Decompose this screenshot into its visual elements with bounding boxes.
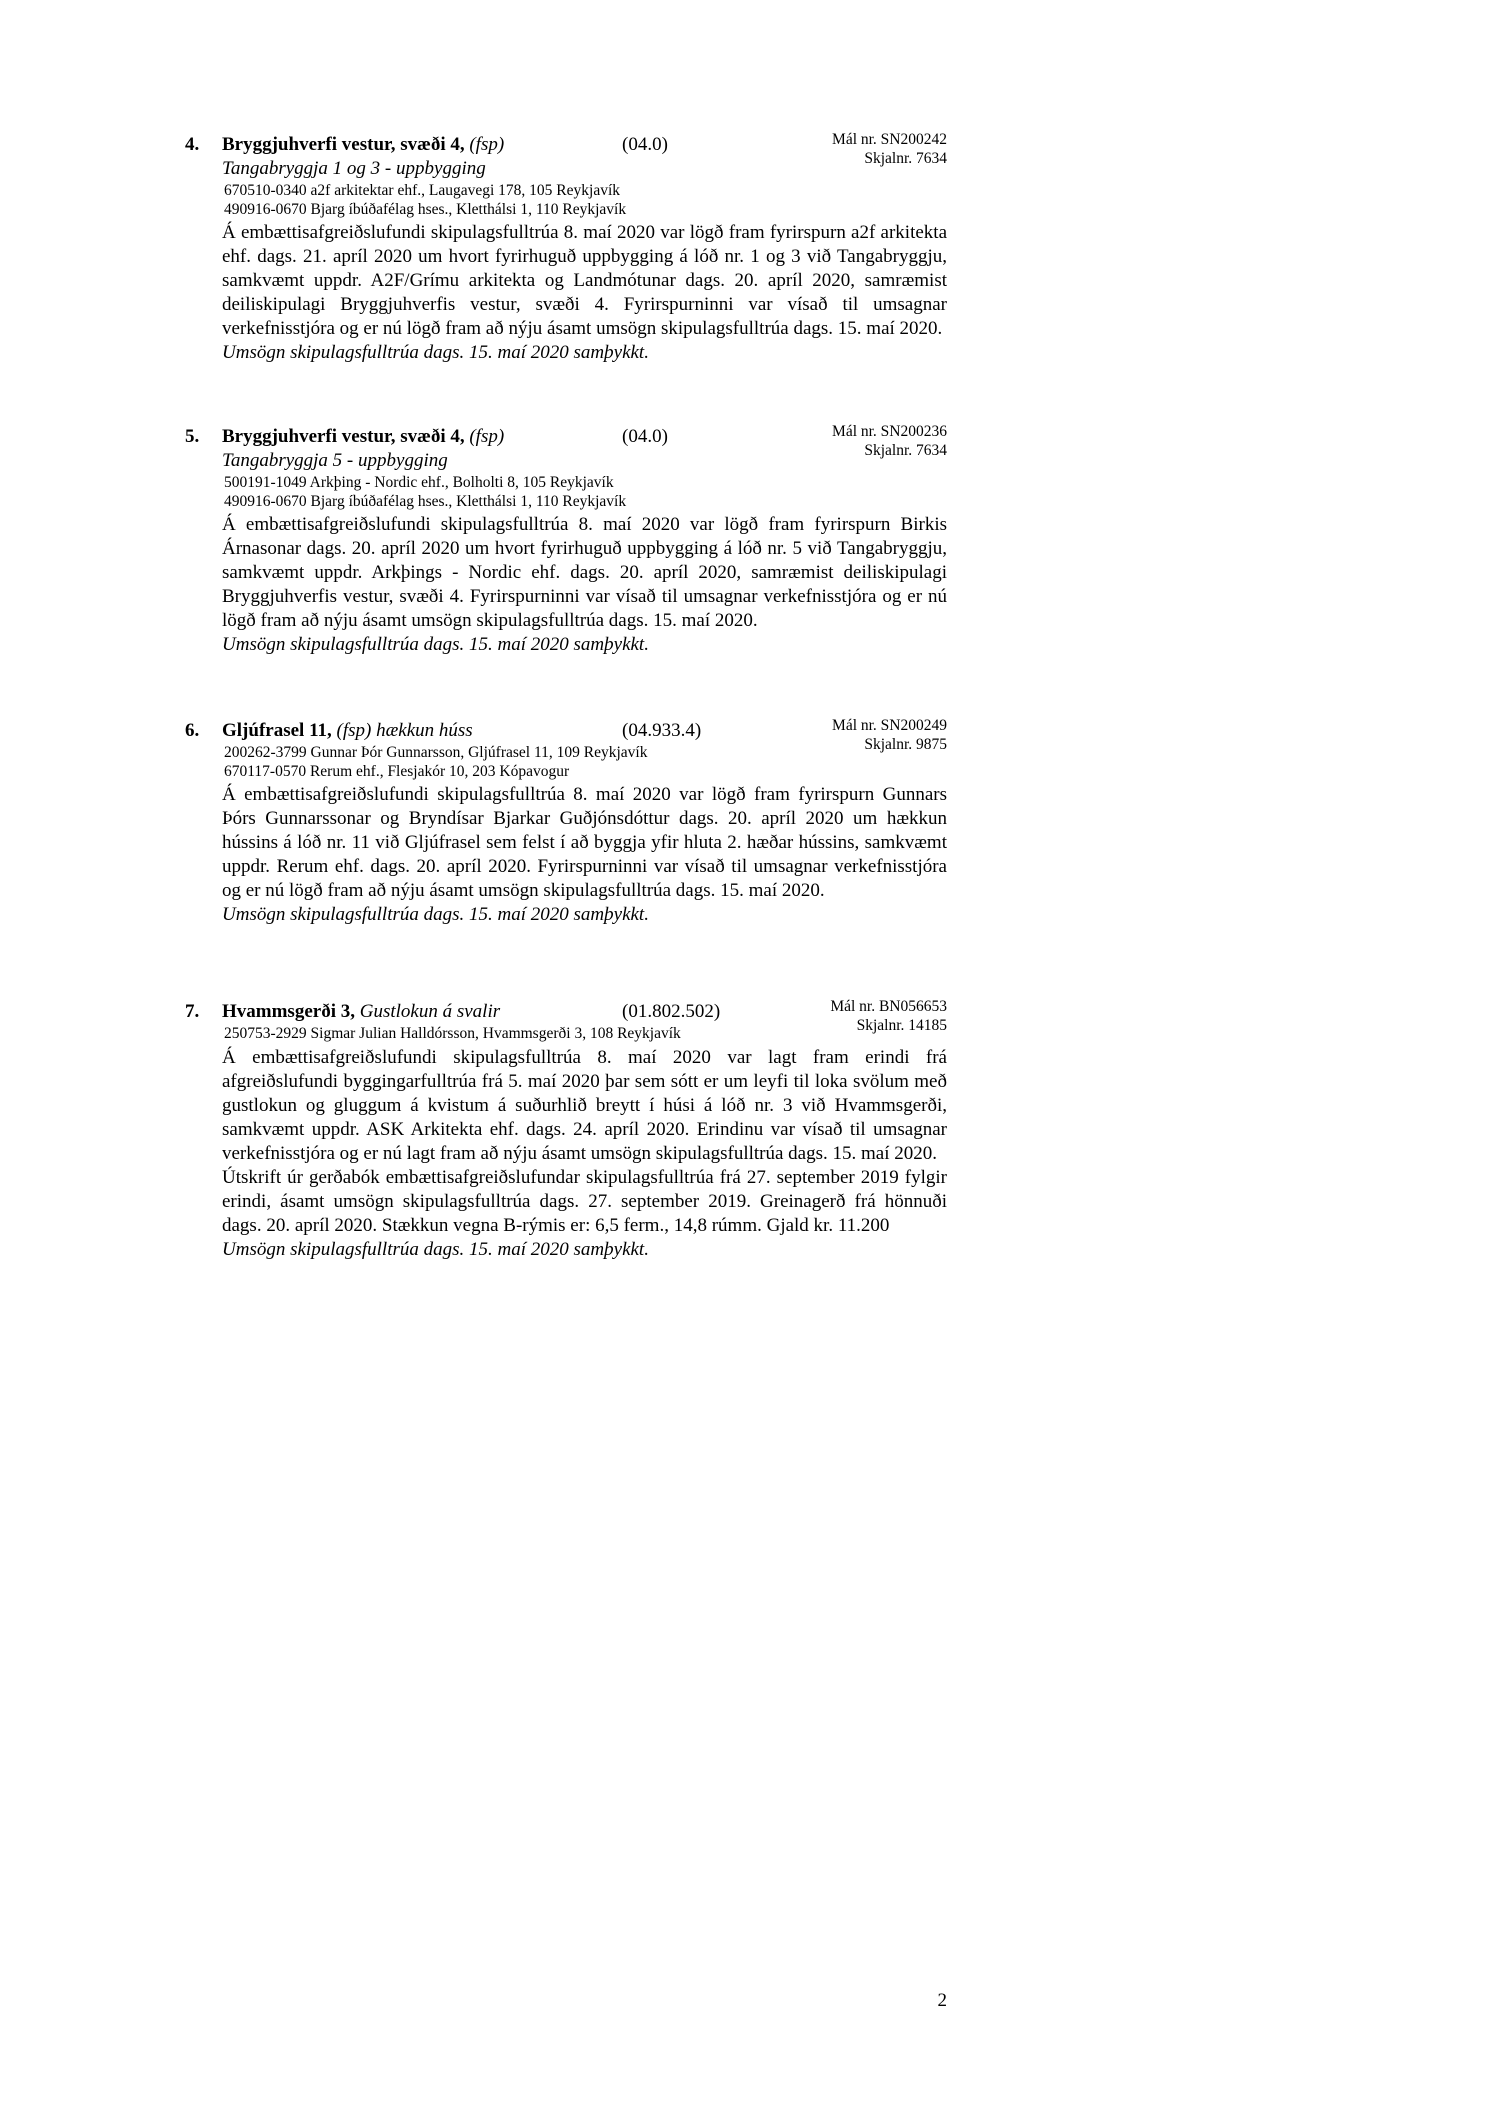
item-paragraph: Útskrift úr gerðabók embættisafgreiðslufundar skipulagsfulltrúa frá 27. september 2019 fylgir erindi, ásamt umsögn skipulagsfulltrúa dags. 27. september 2019. Greinagerð frá hönnuði dags. 20. apríl 2020. Stækkun vegna B-rýmis er: 6,5 ferm., 14,8 rúmm. Gjald kr. 11.200 bbox=[222, 1166, 947, 1236]
item-resolution: Umsögn skipulagsfulltrúa dags. 15. maí 2020 samþykkt. bbox=[222, 634, 649, 655]
item-paragraph: Á embættisafgreiðslufundi skipulagsfulltrúa 8. maí 2020 var lögð fram fyrirspurn Gunnars Þórs Gunnarssonar og Bryndísar Bjarkar Guðjónsdóttur dags. 20. apríl 2020 um hækkun hússins á lóð nr. 11 við Gljúfrasel sem felst í að byggja yfir hluta 2. hæðar hússins, samkvæmt uppdr. Rerum ehf. dags. 20. apríl 2020. Fyrirspurninni var vísað til umsagnar verkefnisstjóra og er nú lögð fram að nýju ásamt umsögn skipulagsfulltrúa dags. 15. maí 2020. bbox=[222, 784, 947, 901]
item-paragraph: Á embættisafgreiðslufundi skipulagsfulltrúa 8. maí 2020 var lagt fram erindi frá afgreiðslufundi byggingarfulltrúa frá 5. maí 2020 þar sem sótt er um leyfi til loka svölum með gustlokun og gluggum á kvistum á suðurhlið breytt í húsi á lóð nr. 3 við Hvammsgerði, samkvæmt uppdr. ASK Arkitekta ehf. dags. 24. apríl 2020. Erindinu var vísað til umsagnar verkefnisstjóra og er nú lagt fram að nýju ásamt umsögn skipulagsfulltrúa dags. 15. maí 2020. bbox=[222, 1046, 947, 1164]
parties-list bbox=[224, 474, 947, 511]
item-title: Hvammsgerði 3, bbox=[222, 1001, 355, 1022]
agenda-item-6 bbox=[185, 719, 947, 927]
case-number: Mál nr. SN200236 bbox=[832, 423, 947, 440]
party-line: 490916-0670 Bjarg íbúðafélag hses., Kletthálsi 1, 110 Reykjavík bbox=[224, 492, 627, 510]
item-resolution: Umsögn skipulagsfulltrúa dags. 15. maí 2020 samþykkt. bbox=[222, 1238, 649, 1260]
parties-list bbox=[224, 182, 947, 219]
party-line: 490916-0670 Bjarg íbúðafélag hses., Kletthálsi 1, 110 Reykjavík bbox=[224, 200, 627, 218]
item-title-suffix: (fsp) bbox=[469, 134, 505, 155]
item-code: (04.933.4) bbox=[622, 720, 702, 741]
party-line: 670117-0570 Rerum ehf., Flesjakór 10, 203 Kópavogur bbox=[224, 762, 570, 780]
item-title-suffix: (fsp) bbox=[469, 426, 505, 447]
item-paragraph: Á embættisafgreiðslufundi skipulagsfulltrúa 8. maí 2020 var lögð fram fyrirspurn a2f arkitekta ehf. dags. 21. apríl 2020 um hvort fyrirhuguð uppbygging á lóð nr. 1 og 3 við Tangabryggju, samkvæmt uppdr. A2F/Grímu arkitekta og Landmótunar dags. 20. apríl 2020, samræmist deiliskipulagi Bryggjuhverfis vestur, svæði 4. Fyrirspurninni var vísað til umsagnar verkefnisstjóra og er nú lögð fram að nýju ásamt umsögn skipulagsfulltrúa dags. 15. maí 2020. bbox=[222, 222, 947, 339]
item-resolution: Umsögn skipulagsfulltrúa dags. 15. maí 2020 samþykkt. bbox=[222, 342, 649, 363]
item-resolution: Umsögn skipulagsfulltrúa dags. 15. maí 2020 samþykkt. bbox=[222, 904, 649, 925]
document-number: Skjalnr. 14185 bbox=[856, 1017, 947, 1034]
page-number: 2 bbox=[937, 1990, 947, 2011]
party-line: 670510-0340 a2f arkitektar ehf., Laugavegi 178, 105 Reykjavík bbox=[224, 182, 620, 199]
item-subtitle: Tangabryggja 5 - uppbygging bbox=[222, 450, 448, 471]
agenda-item-4 bbox=[185, 133, 947, 365]
item-paragraph: Á embættisafgreiðslufundi skipulagsfulltrúa 8. maí 2020 var lögð fram fyrirspurn Birkis Árnasonar dags. 20. apríl 2020 um hvort fyrirhuguð uppbygging á lóð nr. 5 við Tangabryggju, samkvæmt uppdr. Arkþings - Nordic ehf. dags. 20. apríl 2020, samræmist deiliskipulagi Bryggjuhverfis vestur, svæði 4. Fyrirspurninni var vísað til umsagnar verkefnisstjóra og er nú lögð fram að nýju ásamt umsögn skipulagsfulltrúa dags. 15. maí 2020. bbox=[222, 514, 947, 631]
document-number: Skjalnr. 7634 bbox=[864, 442, 947, 459]
item-title: Gljúfrasel 11, bbox=[222, 720, 332, 741]
item-header bbox=[185, 423, 947, 459]
document-number: Skjalnr. 9875 bbox=[864, 736, 947, 753]
case-number: Mál nr. BN056653 bbox=[830, 998, 947, 1015]
agenda-item-5 bbox=[185, 425, 947, 657]
party-line: 250753-2929 Sigmar Julian Halldórsson, Hvammsgerði 3, 108 Reykjavík bbox=[224, 1025, 681, 1042]
item-number: 5. bbox=[185, 426, 200, 447]
item-number: 6. bbox=[185, 720, 200, 741]
item-number: 4. bbox=[185, 134, 200, 155]
item-title: Bryggjuhverfi vestur, svæði 4, bbox=[222, 134, 465, 155]
party-line: 200262-3799 Gunnar Þór Gunnarsson, Gljúfrasel 11, 109 Reykjavík bbox=[224, 744, 648, 761]
item-header bbox=[185, 131, 947, 167]
item-number: 7. bbox=[185, 1001, 200, 1022]
agenda-item-7 bbox=[185, 1000, 947, 1262]
case-info bbox=[832, 130, 947, 168]
document-number: Skjalnr. 7634 bbox=[864, 150, 947, 167]
case-info bbox=[832, 422, 947, 460]
item-subtitle: Tangabryggja 1 og 3 - uppbygging bbox=[222, 158, 486, 179]
case-info bbox=[830, 997, 947, 1035]
item-code: (04.0) bbox=[622, 134, 668, 155]
item-title: Bryggjuhverfi vestur, svæði 4, bbox=[222, 426, 465, 447]
case-number: Mál nr. SN200242 bbox=[832, 131, 947, 148]
item-title-suffix: (fsp) hækkun húss bbox=[336, 720, 473, 741]
item-title-suffix: Gustlokun á svalir bbox=[359, 1001, 501, 1022]
item-code: (04.0) bbox=[622, 426, 668, 447]
party-line: 500191-1049 Arkþing - Nordic ehf., Bolholti 8, 105 Reykjavík bbox=[224, 474, 614, 491]
item-code: (01.802.502) bbox=[622, 1001, 721, 1022]
case-info bbox=[832, 716, 947, 754]
case-number: Mál nr. SN200249 bbox=[832, 717, 947, 734]
